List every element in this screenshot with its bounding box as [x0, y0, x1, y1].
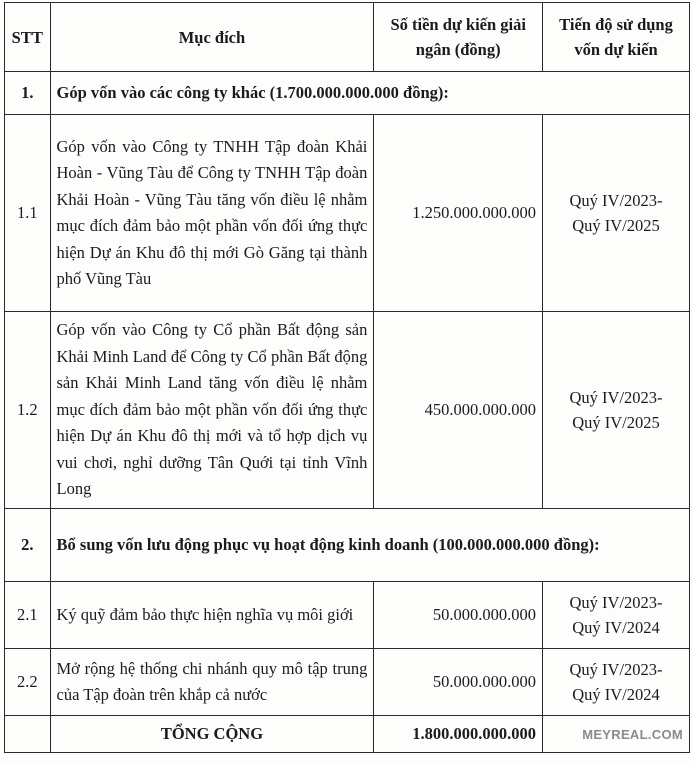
total-amount: 1.800.000.000.000: [374, 716, 543, 753]
schedule-start: Quý IV/2023-: [569, 593, 663, 612]
table-row: [5, 312, 690, 509]
table-row: [5, 115, 690, 312]
row-amount: 450.000.000.000: [374, 312, 543, 509]
header-row: [5, 3, 690, 72]
header-amount: Số tiền dự kiến giải ngân (đồng): [374, 3, 543, 72]
table-row: [5, 582, 690, 649]
row-number: 1.1: [5, 115, 51, 312]
schedule-end: Quý IV/2025: [572, 413, 660, 432]
row-amount: 50.000.000.000: [374, 649, 543, 716]
row-description: Ký quỹ đảm bảo thực hiện nghĩa vụ môi giới: [50, 582, 374, 649]
section-number: 2.: [5, 509, 51, 582]
schedule-start: Quý IV/2023-: [569, 660, 663, 679]
row-amount: 50.000.000.000: [374, 582, 543, 649]
total-empty-cell: [5, 716, 51, 753]
row-description: Mở rộng hệ thống chi nhánh quy mô tập trung của Tập đoàn trên khắp cả nước: [50, 649, 374, 716]
header-schedule: Tiến độ sử dụng vốn dự kiến: [543, 3, 690, 72]
schedule-start: Quý IV/2023-: [569, 191, 663, 210]
table-row: [5, 649, 690, 716]
section-row-2: [5, 509, 690, 582]
schedule-end: Quý IV/2024: [572, 618, 660, 637]
section-title: Bổ sung vốn lưu động phục vụ hoạt động kinh doanh (100.000.000.000 đồng):: [50, 509, 689, 582]
row-schedule: [543, 312, 690, 509]
row-amount: 1.250.000.000.000: [374, 115, 543, 312]
row-number: 2.2: [5, 649, 51, 716]
row-number: 2.1: [5, 582, 51, 649]
schedule-end: Quý IV/2025: [572, 216, 660, 235]
total-label: TỔNG CỘNG: [50, 716, 374, 753]
row-description: Góp vốn vào Công ty TNHH Tập đoàn Khải Hoàn - Vũng Tàu để Công ty TNHH Tập đoàn Khải Hoàn - Vũng Tàu tăng vốn điều lệ nhằm mục đích đảm bảo một phần vốn đối ứng thực hiện Dự án Khu đô thị mới Gò Găng tại thành phố Vũng Tàu: [50, 115, 374, 312]
watermark: MEYREAL.COM: [543, 716, 690, 753]
section-row-1: [5, 72, 690, 115]
section-title: Góp vốn vào các công ty khác (1.700.000.000.000 đồng):: [50, 72, 689, 115]
capital-usage-table: [4, 2, 690, 753]
total-row: [5, 716, 690, 753]
schedule-start: Quý IV/2023-: [569, 388, 663, 407]
header-purpose: Mục đích: [50, 3, 374, 72]
schedule-end: Quý IV/2024: [572, 685, 660, 704]
row-description: Góp vốn vào Công ty Cổ phần Bất động sản Khải Minh Land để Công ty Cổ phần Bất động sản Khải Minh Land tăng vốn điều lệ nhằm mục đích đảm bảo một phần vốn đối ứng thực hiện Dự án Khu đô thị mới và tổ hợp dịch vụ vui chơi, nghỉ dưỡng Tân Quới tại tỉnh Vĩnh Long: [50, 312, 374, 509]
row-schedule: [543, 115, 690, 312]
row-number: 1.2: [5, 312, 51, 509]
header-stt: STT: [5, 3, 51, 72]
row-schedule: [543, 582, 690, 649]
section-number: 1.: [5, 72, 51, 115]
row-schedule: [543, 649, 690, 716]
